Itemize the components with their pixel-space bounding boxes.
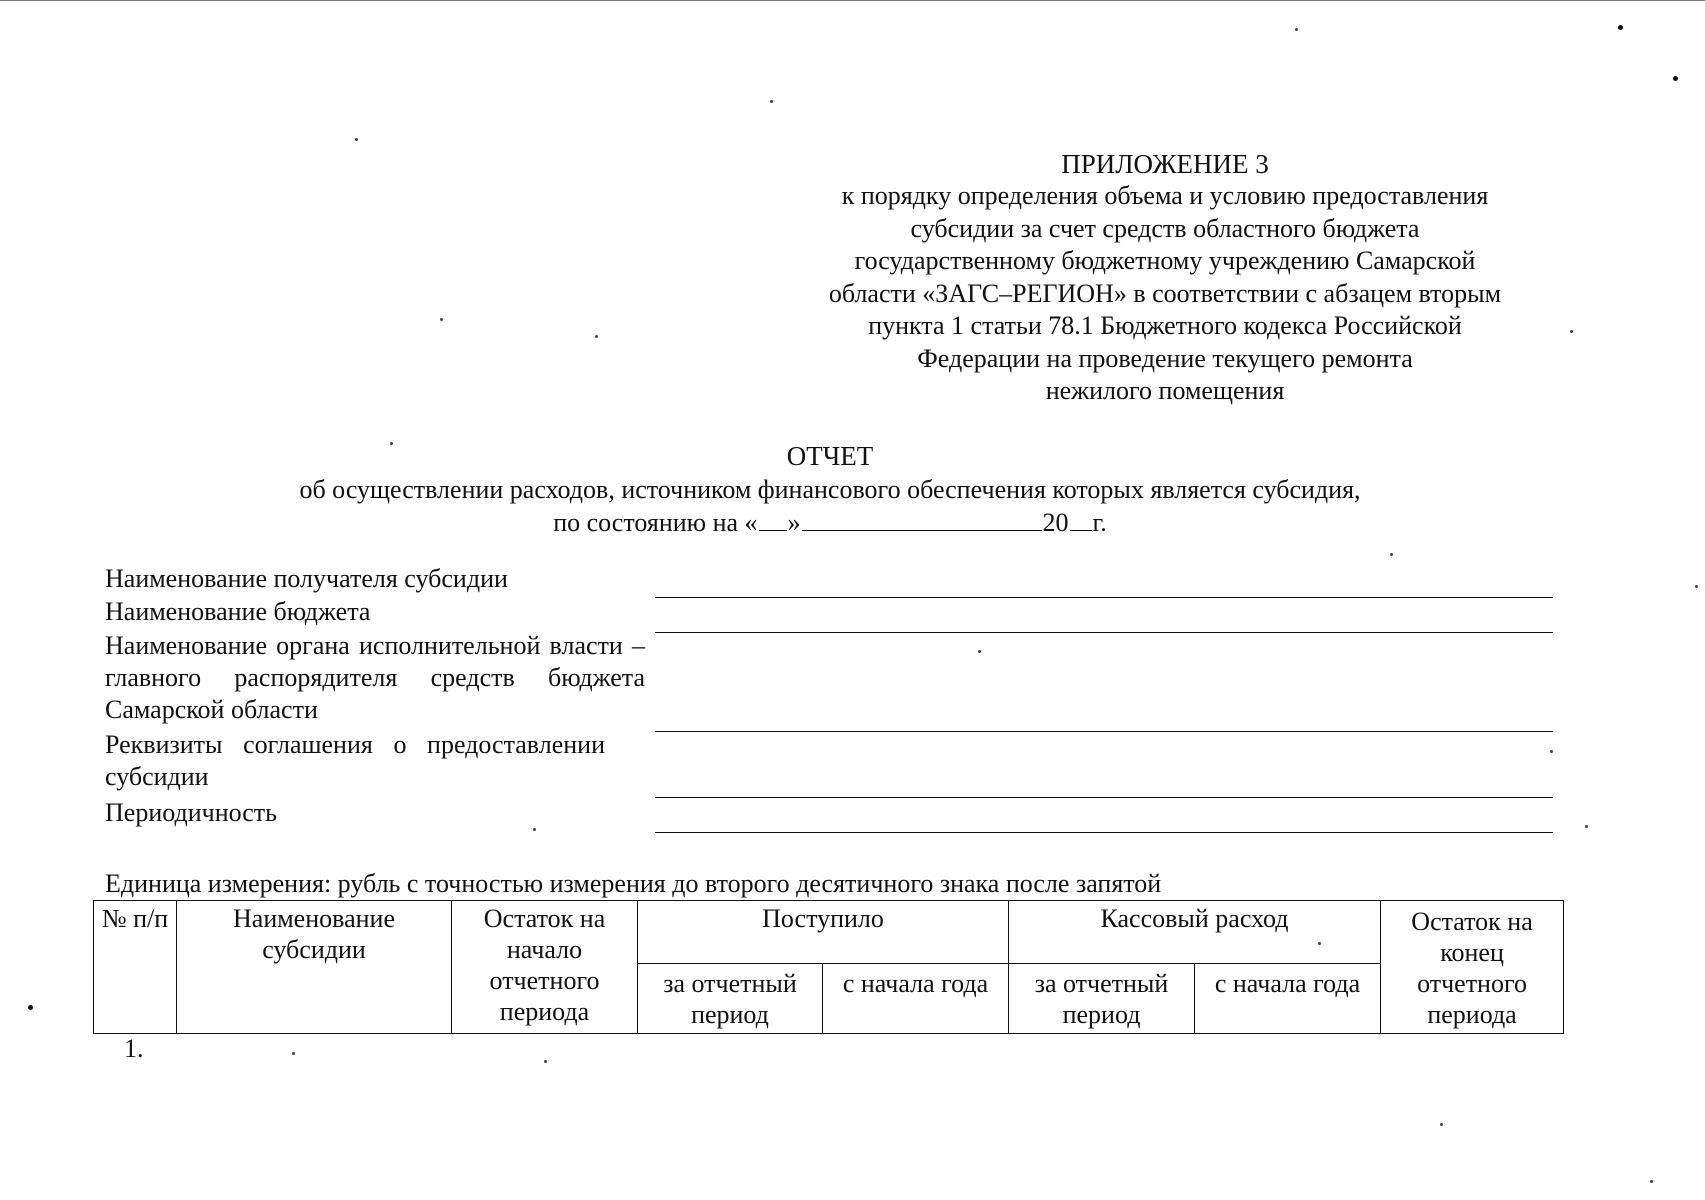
day-blank: [759, 529, 787, 531]
budget-label: Наименование бюджета: [105, 597, 371, 626]
header-balance-start: Остаток на начало отчетного периода: [452, 901, 638, 1034]
appendix-description: [775, 180, 1555, 408]
report-table: [93, 900, 1564, 1034]
report-title: ОТЧЕТ: [786, 441, 874, 471]
scan-speck: [1618, 25, 1623, 30]
date-suffix: г.: [1092, 508, 1107, 537]
recipient-label: Наименование получателя субсидии: [105, 564, 508, 593]
subheader-received-ytd: с начала года: [823, 964, 1009, 1034]
scan-speck: [1585, 825, 1588, 828]
recipient-field-line: [655, 597, 1553, 598]
scan-speck: [440, 318, 443, 321]
appendix-line: субсидии за счет средств областного бюджета: [910, 213, 1420, 243]
header-subsidy-name: Наименование субсидии: [177, 901, 452, 1034]
scan-speck: [595, 335, 598, 338]
agreement-field-line: [655, 797, 1553, 798]
month-blank: [802, 529, 1042, 531]
year-blank: [1070, 529, 1092, 531]
scan-speck: [1570, 330, 1573, 333]
scan-speck: [1695, 585, 1698, 588]
appendix-line: нежилого помещения: [1045, 376, 1285, 405]
header-number: № п/п: [94, 901, 177, 1034]
units-note: Единица измерения: рубль с точностью измерения до второго десятичного знака после запятой: [105, 869, 1162, 898]
scan-speck: [544, 1060, 547, 1063]
scan-speck: [1673, 76, 1678, 81]
scan-speck: [292, 1052, 295, 1055]
scan-speck: [1390, 553, 1393, 556]
authority-label: Наименование органа исполнительной власти – главного распорядителя средств бюджета Самарской области: [105, 631, 645, 724]
subheader-expense-period: за отчетный период: [1009, 964, 1195, 1034]
date-quote-close: »: [787, 508, 801, 537]
appendix-line: области «ЗАГС–РЕГИОН» в соответствии с абзацем вторым: [828, 278, 1502, 308]
header-balance-end: Остаток на конец отчетного периода: [1381, 901, 1564, 1034]
date-prefix: по состоянию на «: [553, 508, 758, 537]
budget-field-line: [655, 632, 1553, 633]
scan-speck: [1650, 1180, 1653, 1183]
appendix-line: пункта 1 статьи 78.1 Бюджетного кодекса Российской: [868, 311, 1462, 340]
subheader-expense-ytd: с начала года: [1195, 964, 1381, 1034]
table-row-number: 1.: [124, 1034, 144, 1063]
periodicity-label: Периодичность: [105, 798, 278, 827]
header-cash-expense: Кассовый расход: [1009, 901, 1381, 964]
scan-speck: [1550, 750, 1553, 753]
scan-speck: [1295, 28, 1298, 31]
authority-field-line: [655, 731, 1553, 732]
scan-speck: [978, 650, 981, 653]
report-date-line: [0, 507, 1660, 540]
agreement-label: Реквизиты соглашения о предоставлении субсидии: [105, 730, 605, 791]
header-received: Поступило: [638, 901, 1009, 964]
appendix-line: к порядку определения объема и условию предоставления: [841, 181, 1489, 210]
appendix-line: Федерации на проведение текущего ремонта: [917, 343, 1413, 373]
appendix-title: ПРИЛОЖЕНИЕ 3: [1061, 149, 1269, 179]
scan-top-edge: [0, 0, 1705, 1]
scan-speck: [28, 1005, 33, 1010]
report-subtitle: об осуществлении расходов, источником финансового обеспечения которых является субсидия,: [299, 475, 1361, 504]
periodicity-field-line: [655, 832, 1553, 833]
appendix-line: государственному бюджетному учреждению Самарской: [854, 246, 1476, 275]
date-year-prefix: 20: [1042, 508, 1069, 537]
subheader-received-period: за отчетный период: [638, 964, 823, 1034]
scan-speck: [533, 828, 536, 831]
scan-speck: [1440, 1123, 1443, 1126]
scan-speck: [770, 100, 773, 103]
scan-speck: [355, 138, 358, 141]
